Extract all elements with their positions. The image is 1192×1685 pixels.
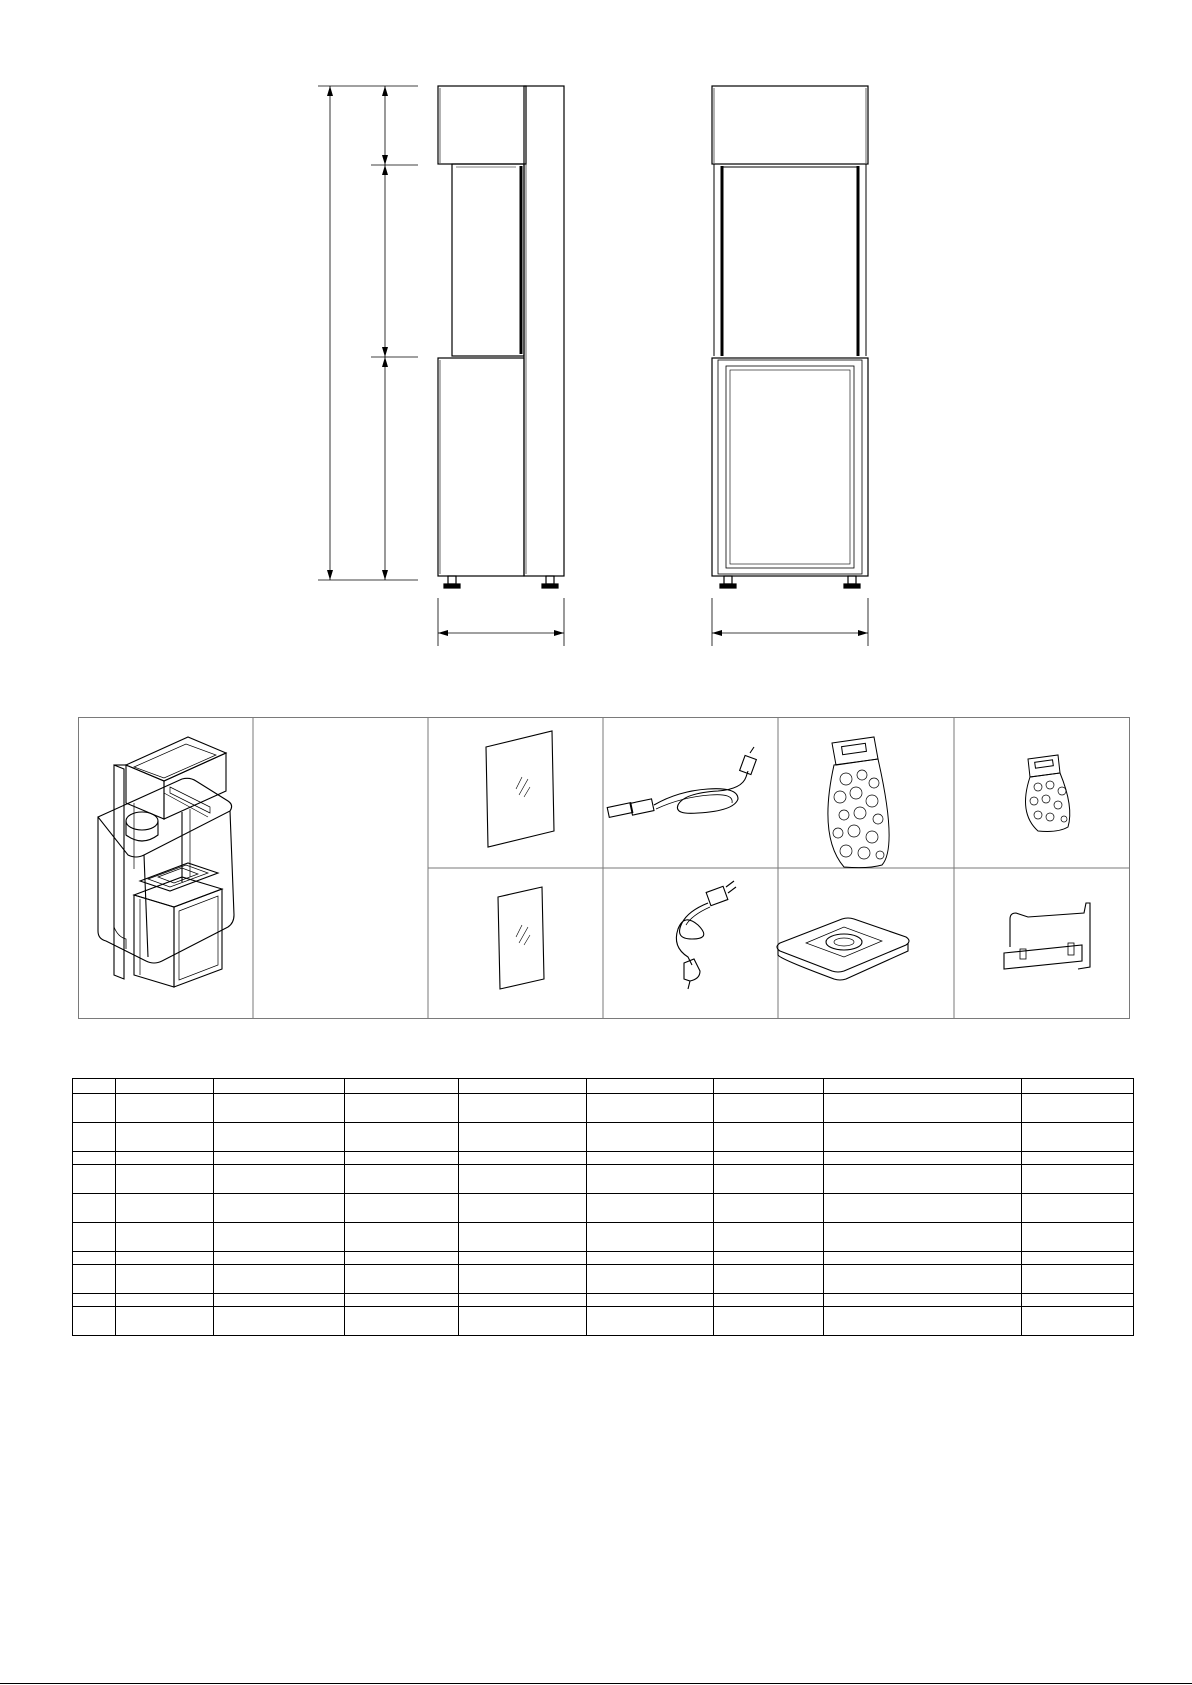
- table-cell: [714, 1252, 824, 1265]
- table-cell: [116, 1079, 214, 1094]
- elevation-drawings: [0, 0, 1192, 700]
- table-cell: [73, 1123, 116, 1152]
- table-cell: [214, 1252, 345, 1265]
- table-cell: [714, 1294, 824, 1307]
- table-cell: [73, 1307, 116, 1336]
- parts-grid: [78, 717, 1130, 1019]
- table-cell: [459, 1223, 587, 1252]
- table-cell: [345, 1294, 459, 1307]
- table-cell: [1022, 1079, 1134, 1094]
- table-row: [73, 1223, 1134, 1252]
- table-cell: [459, 1265, 587, 1294]
- side-elevation-icon: [318, 86, 564, 646]
- table-cell: [824, 1294, 1022, 1307]
- table-cell: [459, 1294, 587, 1307]
- table-cell: [116, 1252, 214, 1265]
- table-cell: [459, 1152, 587, 1165]
- table-cell: [459, 1165, 587, 1194]
- table-cell: [824, 1194, 1022, 1223]
- table-cell: [587, 1094, 714, 1123]
- cable-usb-icon: [607, 747, 756, 817]
- table-cell: [587, 1152, 714, 1165]
- table-cell: [1022, 1152, 1134, 1165]
- table-row: [73, 1123, 1134, 1152]
- base-plate-icon: [777, 918, 909, 980]
- table-cell: [345, 1152, 459, 1165]
- table-cell: [587, 1194, 714, 1223]
- table-row: [73, 1307, 1134, 1336]
- table-cell: [459, 1079, 587, 1094]
- table-row: [73, 1094, 1134, 1123]
- table-cell: [116, 1265, 214, 1294]
- table-cell: [116, 1152, 214, 1165]
- table-cell: [214, 1079, 345, 1094]
- table-cell: [214, 1194, 345, 1223]
- table-cell: [214, 1165, 345, 1194]
- table-cell: [214, 1152, 345, 1165]
- stones-bag-small-icon: [1026, 755, 1070, 832]
- table-cell: [459, 1094, 587, 1123]
- table-cell: [73, 1165, 116, 1194]
- table-cell: [459, 1194, 587, 1223]
- table-cell: [73, 1079, 116, 1094]
- table-cell: [116, 1294, 214, 1307]
- table-cell: [345, 1223, 459, 1252]
- spec-table: [72, 1078, 1134, 1336]
- table-cell: [824, 1079, 1022, 1094]
- table-cell: [345, 1079, 459, 1094]
- table-row: [73, 1152, 1134, 1165]
- glass-panel-large-icon: [486, 731, 554, 847]
- table-cell: [1022, 1165, 1134, 1194]
- table-cell: [345, 1123, 459, 1152]
- table-cell: [73, 1223, 116, 1252]
- table-cell: [459, 1252, 587, 1265]
- table-cell: [345, 1265, 459, 1294]
- table-cell: [1022, 1094, 1134, 1123]
- table-cell: [73, 1252, 116, 1265]
- table-cell: [73, 1152, 116, 1165]
- table-cell: [587, 1079, 714, 1094]
- table-cell: [824, 1265, 1022, 1294]
- table-row: [73, 1265, 1134, 1294]
- table-row: [73, 1079, 1134, 1094]
- table-cell: [824, 1123, 1022, 1152]
- table-row: [73, 1194, 1134, 1223]
- table-cell: [73, 1294, 116, 1307]
- table-row: [73, 1252, 1134, 1265]
- table-cell: [824, 1152, 1022, 1165]
- table-cell: [587, 1165, 714, 1194]
- table-cell: [714, 1079, 824, 1094]
- table-cell: [345, 1165, 459, 1194]
- table-cell: [1022, 1307, 1134, 1336]
- table-cell: [714, 1265, 824, 1294]
- table-cell: [116, 1123, 214, 1152]
- table-cell: [714, 1152, 824, 1165]
- glass-panel-small-icon: [498, 887, 544, 989]
- fireplace-cabinet-icon: [114, 737, 226, 987]
- table-cell: [214, 1223, 345, 1252]
- table-cell: [214, 1307, 345, 1336]
- table-cell: [714, 1094, 824, 1123]
- mounting-bracket-icon: [1004, 903, 1090, 969]
- table-cell: [116, 1223, 214, 1252]
- table-cell: [714, 1223, 824, 1252]
- table-cell: [214, 1265, 345, 1294]
- table-cell: [73, 1094, 116, 1123]
- table-cell: [1022, 1223, 1134, 1252]
- stones-bag-large-icon: [828, 737, 889, 868]
- table-cell: [345, 1252, 459, 1265]
- table-cell: [587, 1265, 714, 1294]
- bottom-rule: [0, 1683, 1192, 1684]
- table-cell: [714, 1194, 824, 1223]
- table-cell: [459, 1307, 587, 1336]
- table-row: [73, 1294, 1134, 1307]
- table-cell: [824, 1165, 1022, 1194]
- table-cell: [1022, 1123, 1134, 1152]
- table-cell: [1022, 1265, 1134, 1294]
- table-row: [73, 1165, 1134, 1194]
- table-cell: [73, 1265, 116, 1294]
- table-cell: [214, 1123, 345, 1152]
- table-cell: [587, 1123, 714, 1152]
- table-cell: [714, 1165, 824, 1194]
- table-cell: [587, 1223, 714, 1252]
- table-cell: [1022, 1194, 1134, 1223]
- table-cell: [345, 1094, 459, 1123]
- front-elevation-icon: [712, 86, 868, 646]
- table-cell: [587, 1294, 714, 1307]
- table-cell: [214, 1294, 345, 1307]
- table-cell: [345, 1194, 459, 1223]
- table-cell: [73, 1194, 116, 1223]
- table-cell: [824, 1223, 1022, 1252]
- table-cell: [824, 1307, 1022, 1336]
- table-cell: [459, 1123, 587, 1152]
- power-cord-icon: [676, 881, 736, 989]
- table-cell: [116, 1307, 214, 1336]
- table-cell: [714, 1123, 824, 1152]
- table-cell: [714, 1307, 824, 1336]
- table-cell: [214, 1094, 345, 1123]
- table-cell: [587, 1252, 714, 1265]
- table-cell: [587, 1307, 714, 1336]
- table-cell: [345, 1307, 459, 1336]
- table-cell: [824, 1252, 1022, 1265]
- table-cell: [1022, 1294, 1134, 1307]
- table-cell: [116, 1094, 214, 1123]
- table-cell: [116, 1165, 214, 1194]
- table-cell: [116, 1194, 214, 1223]
- table-cell: [824, 1094, 1022, 1123]
- table-cell: [1022, 1252, 1134, 1265]
